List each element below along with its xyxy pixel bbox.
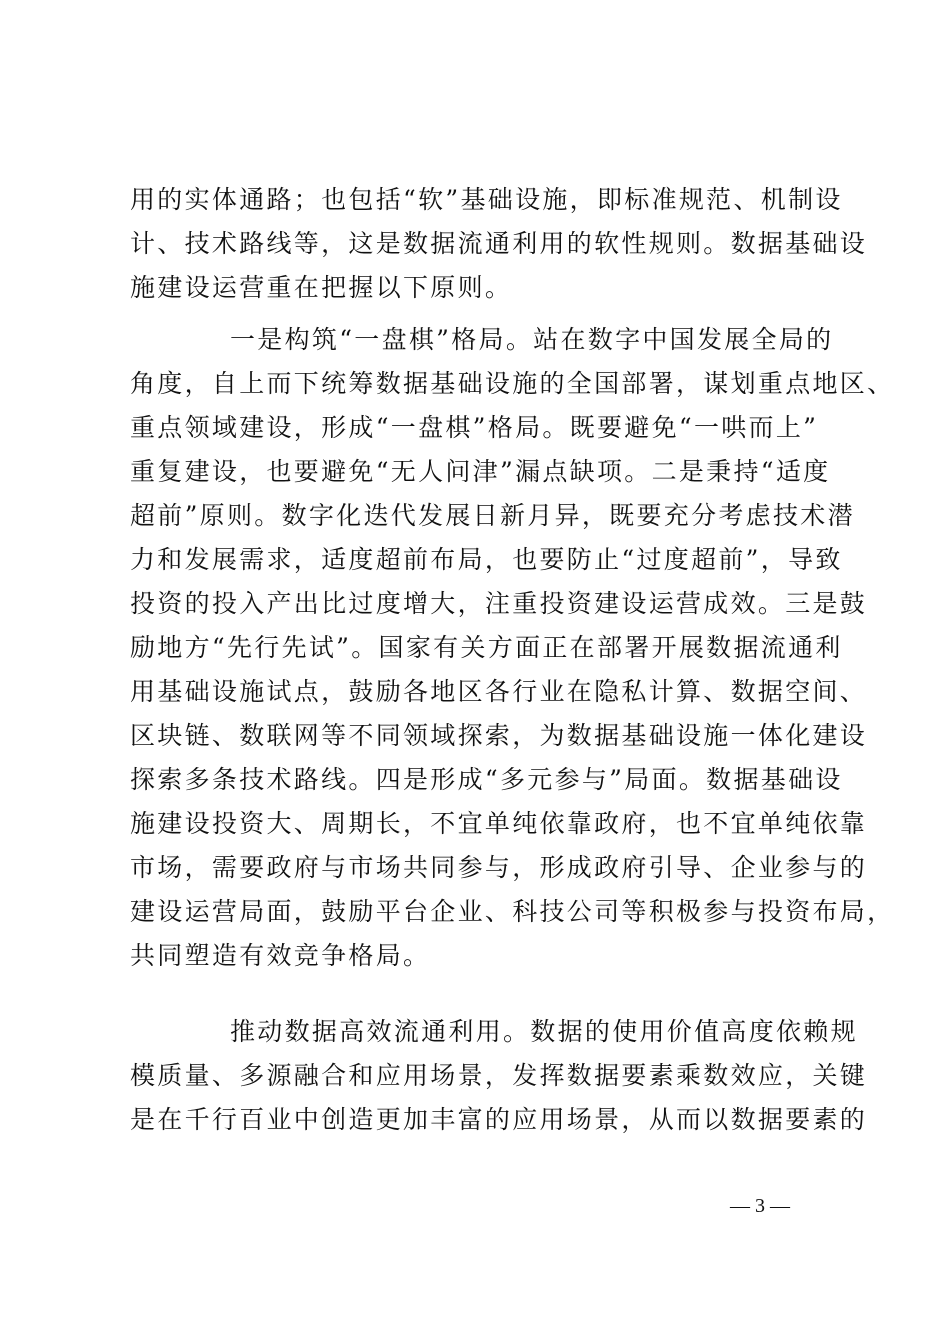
- text-line: 力和发展需求，适度超前布局，也要防止“过度超前”，导致: [130, 545, 843, 574]
- text-line: 区块链、数联网等不同领域探索，为数据基础设施一体化建设: [130, 721, 868, 750]
- text-line: 模质量、多源融合和应用场景，发挥数据要素乘数效应，关键: [130, 1061, 868, 1090]
- text-line: 用基础设施试点，鼓励各地区各行业在隐私计算、数据空间、: [130, 677, 868, 706]
- text-line: 重复建设，也要避免“无人问津”漏点缺项。二是秉持“适度: [130, 457, 831, 486]
- text-line: 重点领域建设，形成“一盘棋”格局。既要避免“一哄而上”: [130, 413, 819, 442]
- text-line: 建设运营局面，鼓励平台企业、科技公司等积极参与投资布局，: [130, 897, 895, 926]
- text-line: 探索多条技术路线。四是形成“多元参与”局面。数据基础设: [130, 765, 843, 794]
- text-line: 是在千行百业中创造更加丰富的应用场景，从而以数据要素的: [130, 1105, 868, 1134]
- text-line: 施建设投资大、周期长，不宜单纯依靠政府，也不宜单纯依靠: [130, 809, 868, 838]
- text-line: 共同塑造有效竞争格局。: [130, 941, 431, 970]
- text-line: 投资的投入产出比过度增大，注重投资建设运营成效。三是鼓: [130, 589, 868, 618]
- paragraph-start-line: 一是构筑“一盘棋”格局。站在数字中国发展全局的: [230, 325, 834, 354]
- text-line: 励地方“先行先试”。国家有关方面正在部署开展数据流通利: [130, 633, 843, 662]
- text-line: 角度，自上而下统筹数据基础设施的全国部署，谋划重点地区、: [130, 369, 895, 398]
- paragraph-start-line: 推动数据高效流通利用。数据的使用价值高度依赖规: [230, 1017, 858, 1046]
- text-line: 计、技术路线等，这是数据流通利用的软性规则。数据基础设: [130, 229, 868, 258]
- text-line: 市场，需要政府与市场共同参与，形成政府引导、企业参与的: [130, 853, 868, 882]
- text-line: 超前”原则。数字化迭代发展日新月异，既要充分考虑技术潜: [130, 501, 855, 530]
- text-line: 用的实体通路；也包括“软”基础设施，即标准规范、机制设: [130, 185, 843, 214]
- text-line: 施建设运营重在把握以下原则。: [130, 273, 513, 302]
- page-number: — 3 —: [730, 1195, 790, 1217]
